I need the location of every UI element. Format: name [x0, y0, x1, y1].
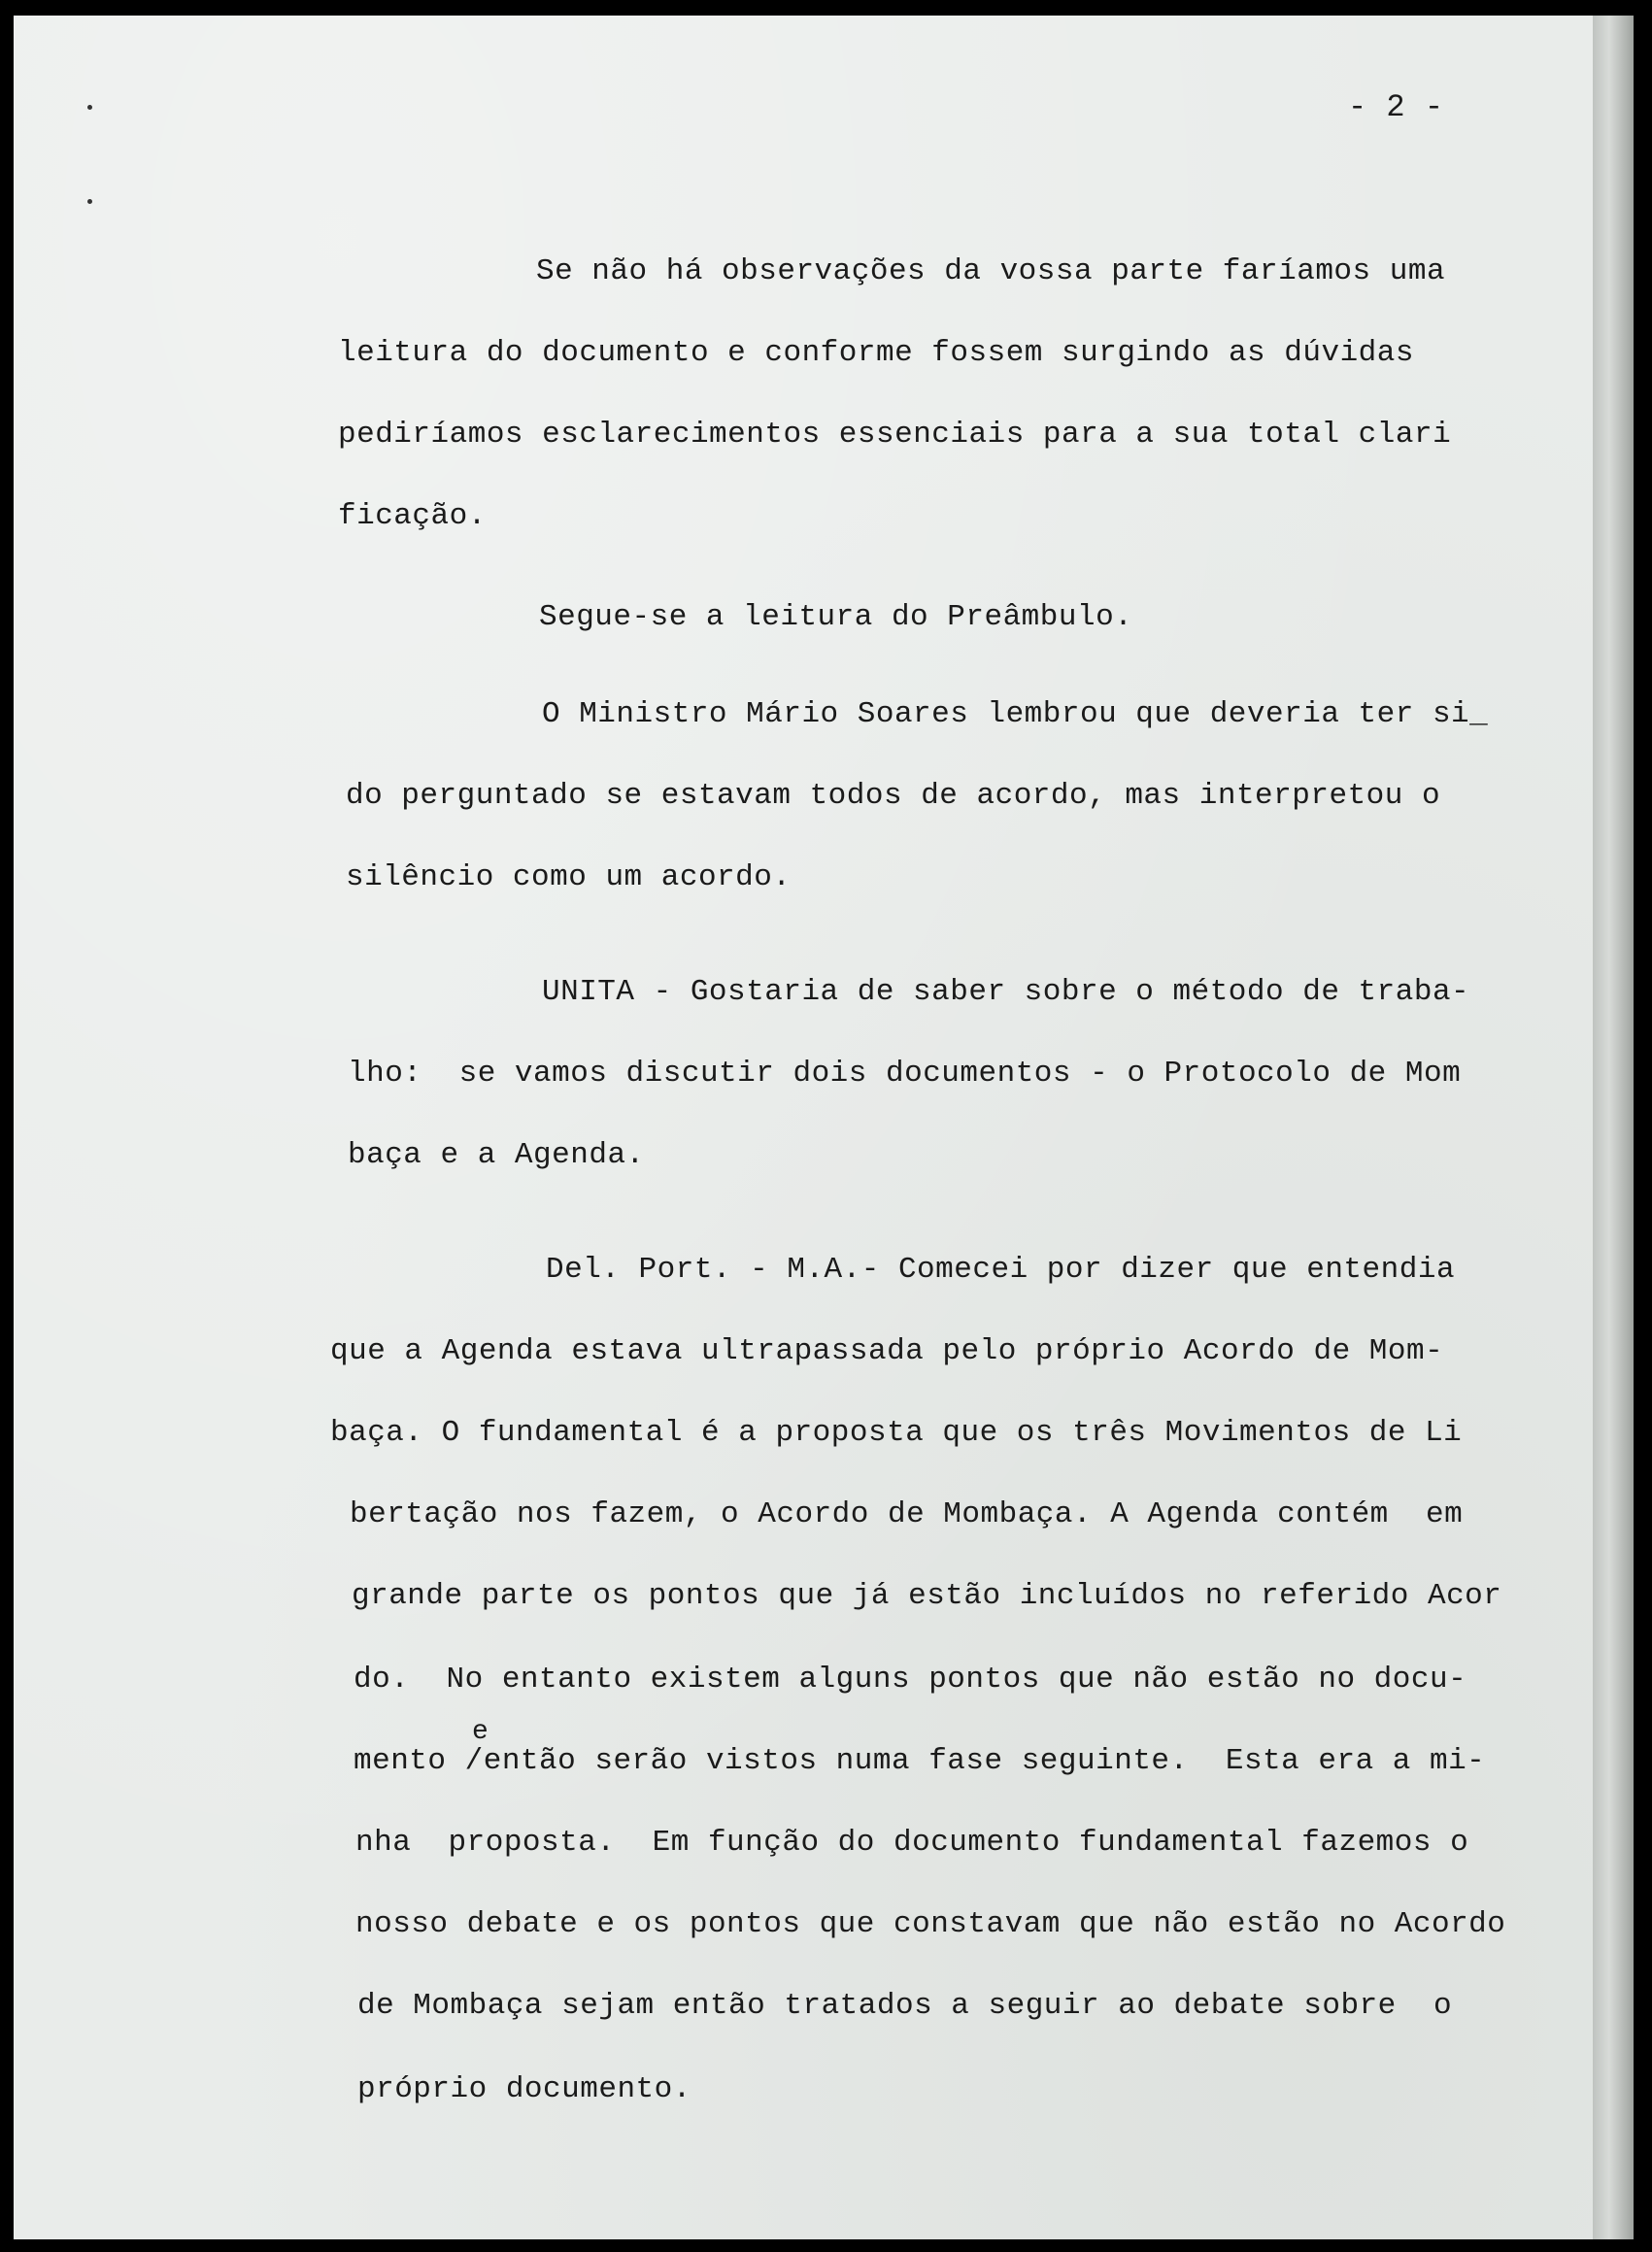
page-number: - 2 -: [1348, 89, 1444, 125]
paragraph-line: bertação nos fazem, o Acordo de Mombaça. A Agenda contém em: [350, 1497, 1464, 1531]
paragraph-line: do. No entanto existem alguns pontos que não estão no docu-: [354, 1663, 1467, 1697]
paragraph-line: Se não há observações da vossa parte faríamos uma: [536, 254, 1446, 288]
paragraph-line: leitura do documento e conforme fossem surgindo as dúvidas: [338, 336, 1414, 370]
paragraph-line: grande parte os pontos que já estão incluídos no referido Acor: [352, 1579, 1502, 1613]
paragraph-line: Segue-se a leitura do Preâmbulo.: [539, 600, 1133, 634]
paragraph-line: Del. Port. - M.A.- Comecei por dizer que entendia: [546, 1253, 1456, 1287]
paragraph-line: lho: se vamos discutir dois documentos - o Protocolo de Mom: [348, 1057, 1462, 1091]
paragraph-line: O Ministro Mário Soares lembrou que deveria ter si_: [542, 697, 1489, 731]
paragraph-line: que a Agenda estava ultrapassada pelo próprio Acordo de Mom-: [330, 1334, 1444, 1368]
paragraph-line: silêncio como um acordo.: [346, 860, 792, 894]
paragraph-line: baça. O fundamental é a proposta que os três Movimentos de Li: [330, 1416, 1463, 1450]
paragraph-line: nha proposta. Em função do documento fundamental fazemos o: [355, 1826, 1469, 1860]
paragraph-line: do perguntado se estavam todos de acordo, mas interpretou o: [346, 779, 1441, 813]
paragraph-line: pediríamos esclarecimentos essenciais para a sua total clari: [338, 418, 1452, 452]
paragraph-line: próprio documento.: [357, 2072, 691, 2106]
paragraph-line: ficação.: [338, 499, 487, 533]
insertion-mark: e: [472, 1717, 489, 1747]
punch-mark: [87, 105, 92, 110]
paragraph-line: nosso debate e os pontos que constavam que não estão no Acordo: [355, 1907, 1506, 1941]
paragraph-line: mento /então serão vistos numa fase seguinte. Esta era a mi-: [354, 1744, 1486, 1778]
punch-mark: [87, 199, 92, 204]
paragraph-line: UNITA - Gostaria de saber sobre o método de traba-: [542, 975, 1470, 1009]
paragraph-line: baça e a Agenda.: [348, 1138, 645, 1172]
paragraph-line: de Mombaça sejam então tratados a seguir ao debate sobre o: [357, 1989, 1453, 2023]
page-edge-shadow: [1593, 16, 1634, 2239]
